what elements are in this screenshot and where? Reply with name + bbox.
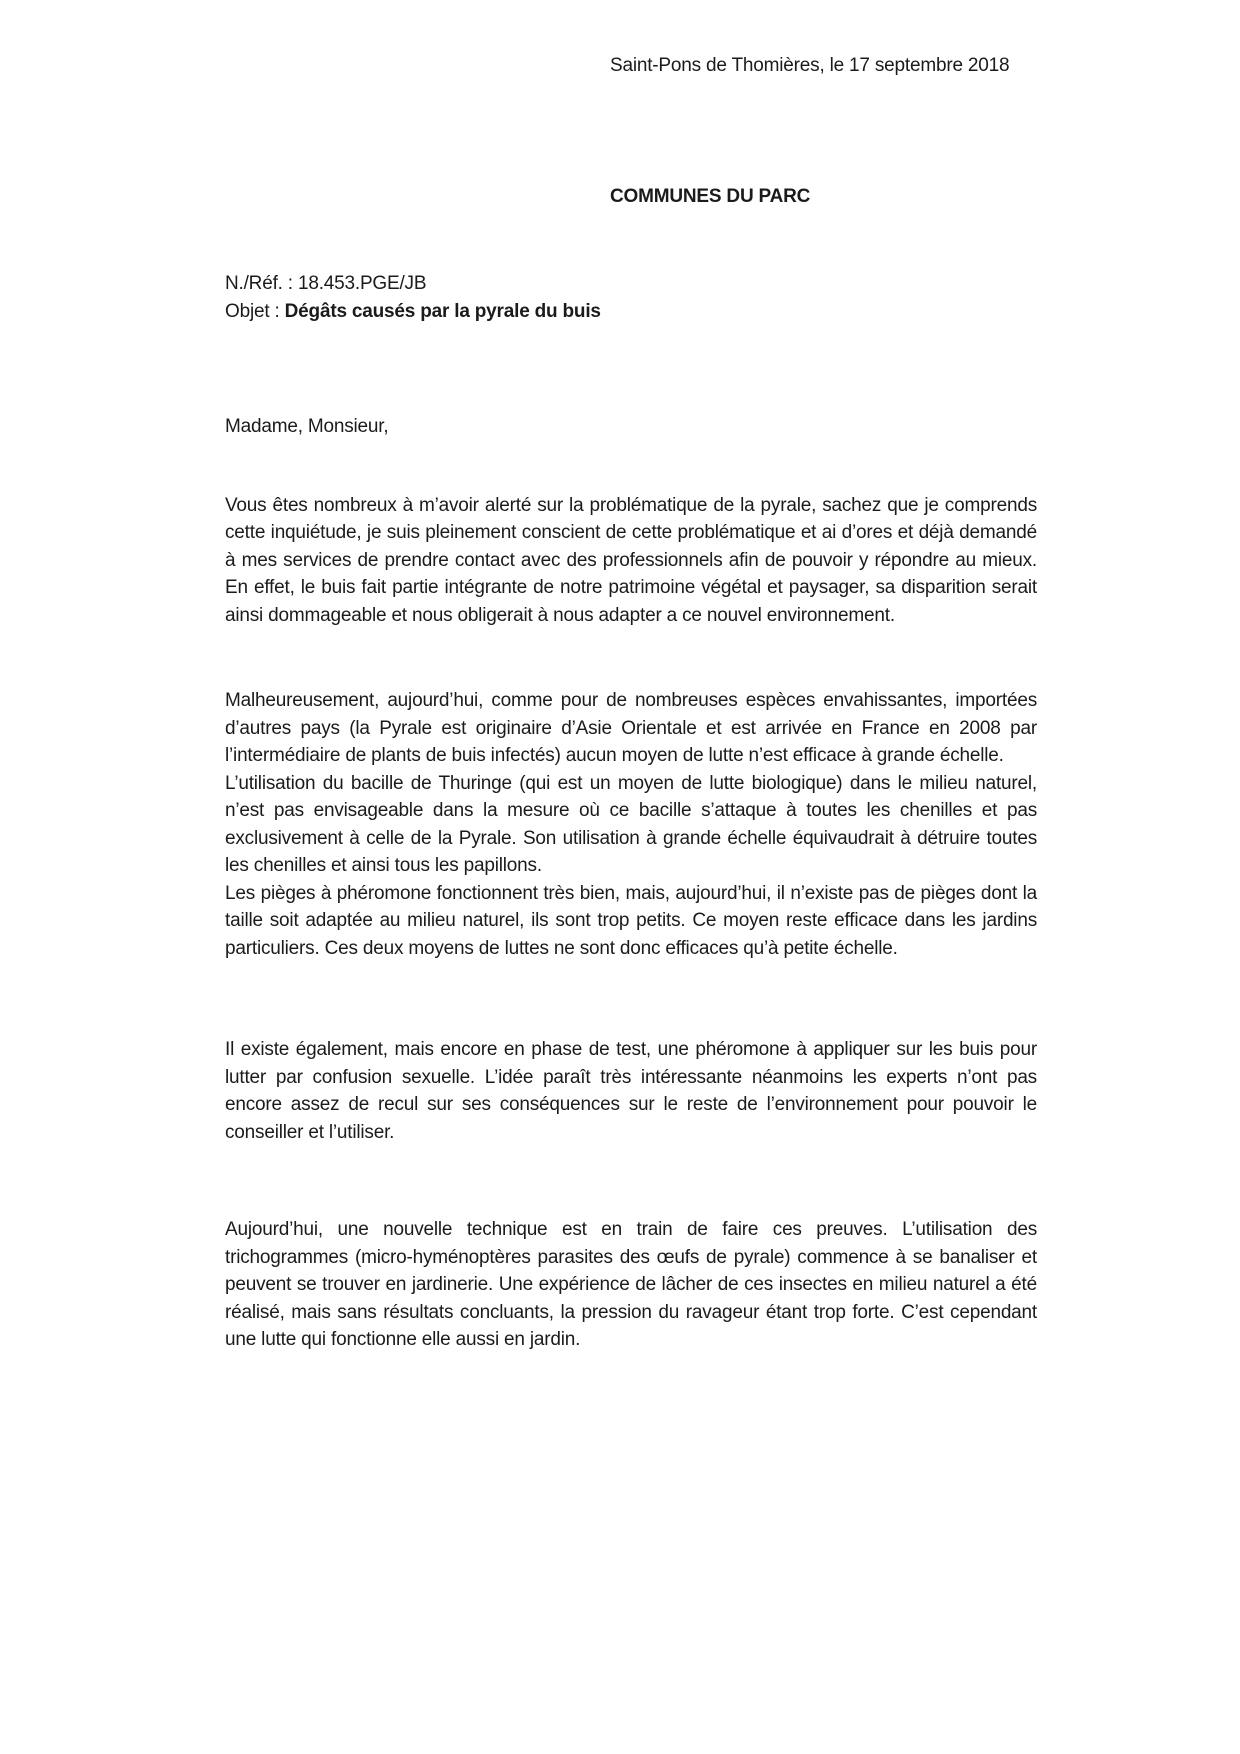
letter-content [225, 0, 1037, 1354]
paragraph: Malheureusement, aujourd’hui, comme pour de nombreuses espèces envahissantes, importées d’autres pays (la Pyrale est originaire d’Asie Orientale et est arrivée en France en 2008 par l’intermédiaire de plants de buis infectés) aucun moyen de lutte n’est efficace à grande échelle. [225, 690, 1037, 766]
letter-title: COMMUNES DU PARC [610, 185, 811, 207]
body-block [225, 1216, 1037, 1354]
salutation: Madame, Monsieur, [225, 416, 389, 437]
objet-line [225, 298, 1037, 326]
paragraph: Vous êtes nombreux à m’avoir alerté sur la problématique de la pyrale, sachez que je comprends cette inquiétude, je suis pleinement conscient de cette problématique et ai d’ores et déjà demandé à mes services de prendre contact avec des professionnels afin de pouvoir y répondre au mieux. En effet, le buis fait partie intégrante de notre patrimoine végétal et paysager, sa disparition serait ainsi dommageable et nous obligerait à nous adapter a ce nouvel environnement. [225, 494, 1037, 626]
objet-value: Dégâts causés par la pyrale du buis [284, 300, 601, 322]
objet-label: Objet : [225, 300, 285, 322]
paragraph: L’utilisation du bacille de Thuringe (qui est un moyen de lutte biologique) dans le milieu naturel, n’est pas envisageable dans la mesure où ce bacille s’attaque à toutes les chenilles et pas exclusivement à celle de la Pyrale. Son utilisation à grande échelle équivaudrait à détruire toutes les chenilles et ainsi tous les papillons. [225, 772, 1037, 876]
body-block [225, 492, 1037, 630]
paragraph: Les pièges à phéromone fonctionnent très bien, mais, aujourd’hui, il n’existe pas de pièges dont la taille soit adaptée au milieu naturel, ils sont trop petits. Ce moyen reste efficace dans les jardins particuliers. Ces deux moyens de luttes ne sont donc efficaces qu’à petite échelle. [225, 882, 1037, 959]
reference-line: N./Réf. : 18.453.PGE/JB [225, 273, 427, 294]
reference-block [225, 270, 1037, 325]
body-block [225, 687, 1037, 962]
dateline: Saint-Pons de Thomières, le 17 septembre 2018 [610, 55, 1010, 76]
paragraph: Il existe également, mais encore en phase de test, une phéromone à appliquer sur les buis pour lutter par confusion sexuelle. L’idée paraît très intéressante néanmoins les experts n’ont pas encore assez de recul sur ses conséquences sur le reste de l’environnement pour pouvoir le conseiller et l’utiliser. [225, 1039, 1037, 1143]
paragraph: Aujourd’hui, une nouvelle technique est en train de faire ces preuves. L’utilisation des trichogrammes (micro-hyménoptères parasites des œufs de pyrale) commence à se banaliser et peuvent se trouver en jardinerie. Une expérience de lâcher de ces insectes en milieu naturel a été réalisé, mais sans résultats concluants, la pression du ravageur étant trop forte. C’est cependant une lutte qui fonctionne elle aussi en jardin. [225, 1219, 1037, 1350]
body-block [225, 1036, 1037, 1146]
